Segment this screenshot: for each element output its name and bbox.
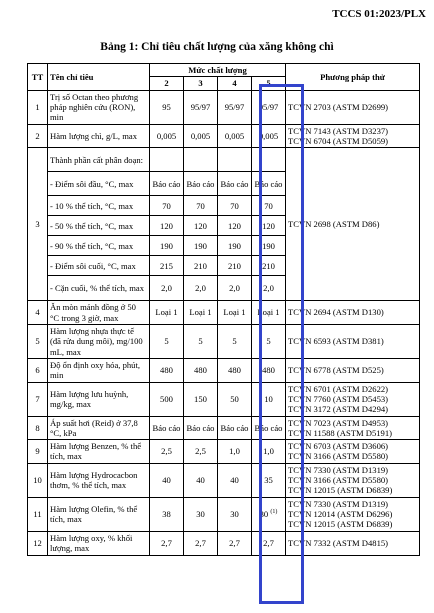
row-name: Hàm lượng oxy, % khối lượng, max <box>48 531 150 555</box>
subrow-name: - Cặn cuối, % thể tích, max <box>48 276 150 301</box>
row-value: 40 <box>184 463 218 497</box>
header-level-3: 3 <box>184 77 218 90</box>
table-row <box>28 324 420 358</box>
row-number: 1 <box>28 90 48 124</box>
row-method: TCVN 6703 (ASTM D3606) TCVN 3166 (ASTM D5580) <box>286 440 420 464</box>
subrow-value: Báo cáo <box>218 172 252 196</box>
row-value: Báo cáo <box>218 416 252 440</box>
row-name: Hàm lượng Benzen, % thể tích, max <box>48 440 150 464</box>
document-code: TCCS 01:2023/PLX <box>332 8 426 20</box>
row-value: 30 <box>184 497 218 531</box>
footnote-marker: (1) <box>270 509 278 516</box>
row-value: 30 <box>218 497 252 531</box>
row-value: 5 <box>150 324 184 358</box>
row-value: 50 <box>218 382 252 416</box>
row-value: 1,0 <box>218 440 252 464</box>
row-method: TCVN 7330 (ASTM D1319) TCVN 12014 (ASTM D6296) TCVN 12015 (ASTM D6839) <box>286 497 420 531</box>
row-method: TCVN 7143 (ASTM D3237) TCVN 6704 (ASTM D5059) <box>286 124 420 148</box>
row-value-empty <box>150 148 184 172</box>
row-value: 0,005 <box>218 124 252 148</box>
row-value-empty <box>218 148 252 172</box>
row-name: Hàm lượng Olefin, % thể tích, max <box>48 497 150 531</box>
subrow-value: 210 <box>184 256 218 276</box>
header-tt: TT <box>28 64 48 91</box>
table-row <box>28 124 420 148</box>
quality-spec-table <box>27 63 420 556</box>
subrow-value: 210 <box>252 256 286 276</box>
row-value: 95 <box>150 90 184 124</box>
row-value-text: 30 <box>259 509 269 520</box>
subrow-value: 215 <box>150 256 184 276</box>
row-method: TCVN 7332 (ASTM D4815) <box>286 531 420 555</box>
row-value <box>252 497 286 531</box>
row-value: 2,7 <box>218 531 252 555</box>
row-number: 11 <box>28 497 48 531</box>
header-method: Phương pháp thử <box>286 64 420 91</box>
table-row <box>28 463 420 497</box>
row-value: 2,5 <box>184 440 218 464</box>
row-value: 40 <box>150 463 184 497</box>
row-value: Loại 1 <box>218 301 252 325</box>
row-value: 5 <box>252 324 286 358</box>
row-name: Thành phần cất phân đoạn: <box>48 148 150 172</box>
row-value: 95/97 <box>218 90 252 124</box>
table-row <box>28 301 420 325</box>
table-row <box>28 382 420 416</box>
row-value: 2,5 <box>150 440 184 464</box>
subrow-value: 120 <box>184 216 218 236</box>
row-number: 12 <box>28 531 48 555</box>
row-method: TCVN 2694 (ASTM D130) <box>286 301 420 325</box>
row-value: 150 <box>184 382 218 416</box>
subrow-name: - 50 % thể tích, °C, max <box>48 216 150 236</box>
subrow-value: 70 <box>184 196 218 216</box>
subrow-value: 120 <box>218 216 252 236</box>
row-name: Trị số Octan theo phương pháp nghiên cứu (RON), min <box>48 90 150 124</box>
row-name: Áp suất hơi (Reid) ở 37,8 °C, kPa <box>48 416 150 440</box>
subrow-value: 210 <box>218 256 252 276</box>
row-name: Hàm lượng Hydrocacbon thơm, % thể tích, max <box>48 463 150 497</box>
row-value: 480 <box>252 358 286 382</box>
row-value: Báo cáo <box>184 416 218 440</box>
row-value: 5 <box>184 324 218 358</box>
subrow-value: 120 <box>252 216 286 236</box>
subrow-value: 2,0 <box>150 276 184 301</box>
row-value: Báo cáo <box>252 416 286 440</box>
row-value: 0,005 <box>252 124 286 148</box>
row-name: Hàm lượng nhựa thực tế (đã rửa dung môi), mg/100 mL, max <box>48 324 150 358</box>
subrow-value: 190 <box>150 236 184 256</box>
table-row <box>28 531 420 555</box>
row-value: 35 <box>252 463 286 497</box>
row-value: 5 <box>218 324 252 358</box>
row-number: 7 <box>28 382 48 416</box>
table-row <box>28 440 420 464</box>
subrow-value: 2,0 <box>252 276 286 301</box>
row-value: 40 <box>218 463 252 497</box>
row-value-empty <box>252 148 286 172</box>
subrow-value: 2,0 <box>184 276 218 301</box>
table-row <box>28 148 420 172</box>
row-value-empty <box>184 148 218 172</box>
row-method: TCVN 2703 (ASTM D2699) <box>286 90 420 124</box>
row-value: 38 <box>150 497 184 531</box>
subrow-value: Báo cáo <box>184 172 218 196</box>
row-value: 0,005 <box>150 124 184 148</box>
subrow-value: 2,0 <box>218 276 252 301</box>
row-value: 2,7 <box>252 531 286 555</box>
header-level-2: 2 <box>150 77 184 90</box>
row-value: 1,0 <box>252 440 286 464</box>
header-level-5: 5 <box>252 77 286 90</box>
row-number: 6 <box>28 358 48 382</box>
row-method: TCVN 2698 (ASTM D86) <box>286 148 420 301</box>
row-value: 2,7 <box>184 531 218 555</box>
row-number: 4 <box>28 301 48 325</box>
subrow-name: - Điểm sôi cuối, °C, max <box>48 256 150 276</box>
row-value: 95/97 <box>252 90 286 124</box>
subrow-name: - 90 % thể tích, °C, max <box>48 236 150 256</box>
subrow-value: 70 <box>252 196 286 216</box>
header-name: Tên chỉ tiêu <box>48 64 150 91</box>
row-value: 95/97 <box>184 90 218 124</box>
row-name: Hàm lượng chì, g/L, max <box>48 124 150 148</box>
row-value: 480 <box>218 358 252 382</box>
row-name: Ăn mòn mảnh đồng ở 50 °C trong 3 giờ, max <box>48 301 150 325</box>
row-method: TCVN 7330 (ASTM D1319) TCVN 3166 (ASTM D5580) TCVN 12015 (ASTM D6839) <box>286 463 420 497</box>
row-number: 8 <box>28 416 48 440</box>
row-value: 10 <box>252 382 286 416</box>
subrow-value: 190 <box>218 236 252 256</box>
row-value: 480 <box>184 358 218 382</box>
row-value: Loại 1 <box>252 301 286 325</box>
table-body <box>28 90 420 555</box>
row-value: 500 <box>150 382 184 416</box>
subrow-value: 190 <box>184 236 218 256</box>
row-value: 2,7 <box>150 531 184 555</box>
subrow-value: 70 <box>218 196 252 216</box>
row-number: 3 <box>28 148 48 301</box>
subrow-value: 120 <box>150 216 184 236</box>
row-number: 2 <box>28 124 48 148</box>
subrow-value: Báo cáo <box>150 172 184 196</box>
subrow-value: 70 <box>150 196 184 216</box>
table-row <box>28 358 420 382</box>
row-method: TCVN 6701 (ASTM D2622) TCVN 7760 (ASTM D5453) TCVN 3172 (ASTM D4294) <box>286 382 420 416</box>
header-level: Mức chất lượng <box>150 64 286 77</box>
subrow-name: - 10 % thể tích, °C, max <box>48 196 150 216</box>
header-level-4: 4 <box>218 77 252 90</box>
row-number: 10 <box>28 463 48 497</box>
row-value: Loại 1 <box>184 301 218 325</box>
row-method: TCVN 6778 (ASTM D525) <box>286 358 420 382</box>
table-row <box>28 497 420 531</box>
row-value: 480 <box>150 358 184 382</box>
row-value: Báo cáo <box>150 416 184 440</box>
row-value: Loại 1 <box>150 301 184 325</box>
row-method: TCVN 6593 (ASTM D381) <box>286 324 420 358</box>
subrow-value: 190 <box>252 236 286 256</box>
row-name: Hàm lượng lưu huỳnh, mg/kg, max <box>48 382 150 416</box>
table-row <box>28 416 420 440</box>
row-number: 9 <box>28 440 48 464</box>
row-value: 0,005 <box>184 124 218 148</box>
table-title: Bảng 1: Chỉ tiêu chất lượng của xăng không chì <box>100 41 334 53</box>
subrow-name: - Điểm sôi đầu, °C, max <box>48 172 150 196</box>
table-row <box>28 90 420 124</box>
row-method: TCVN 7023 (ASTM D4953) TCVN 11588 (ASTM D5191) <box>286 416 420 440</box>
row-number: 5 <box>28 324 48 358</box>
subrow-value: Báo cáo <box>252 172 286 196</box>
row-name: Độ ổn định oxy hóa, phút, min <box>48 358 150 382</box>
